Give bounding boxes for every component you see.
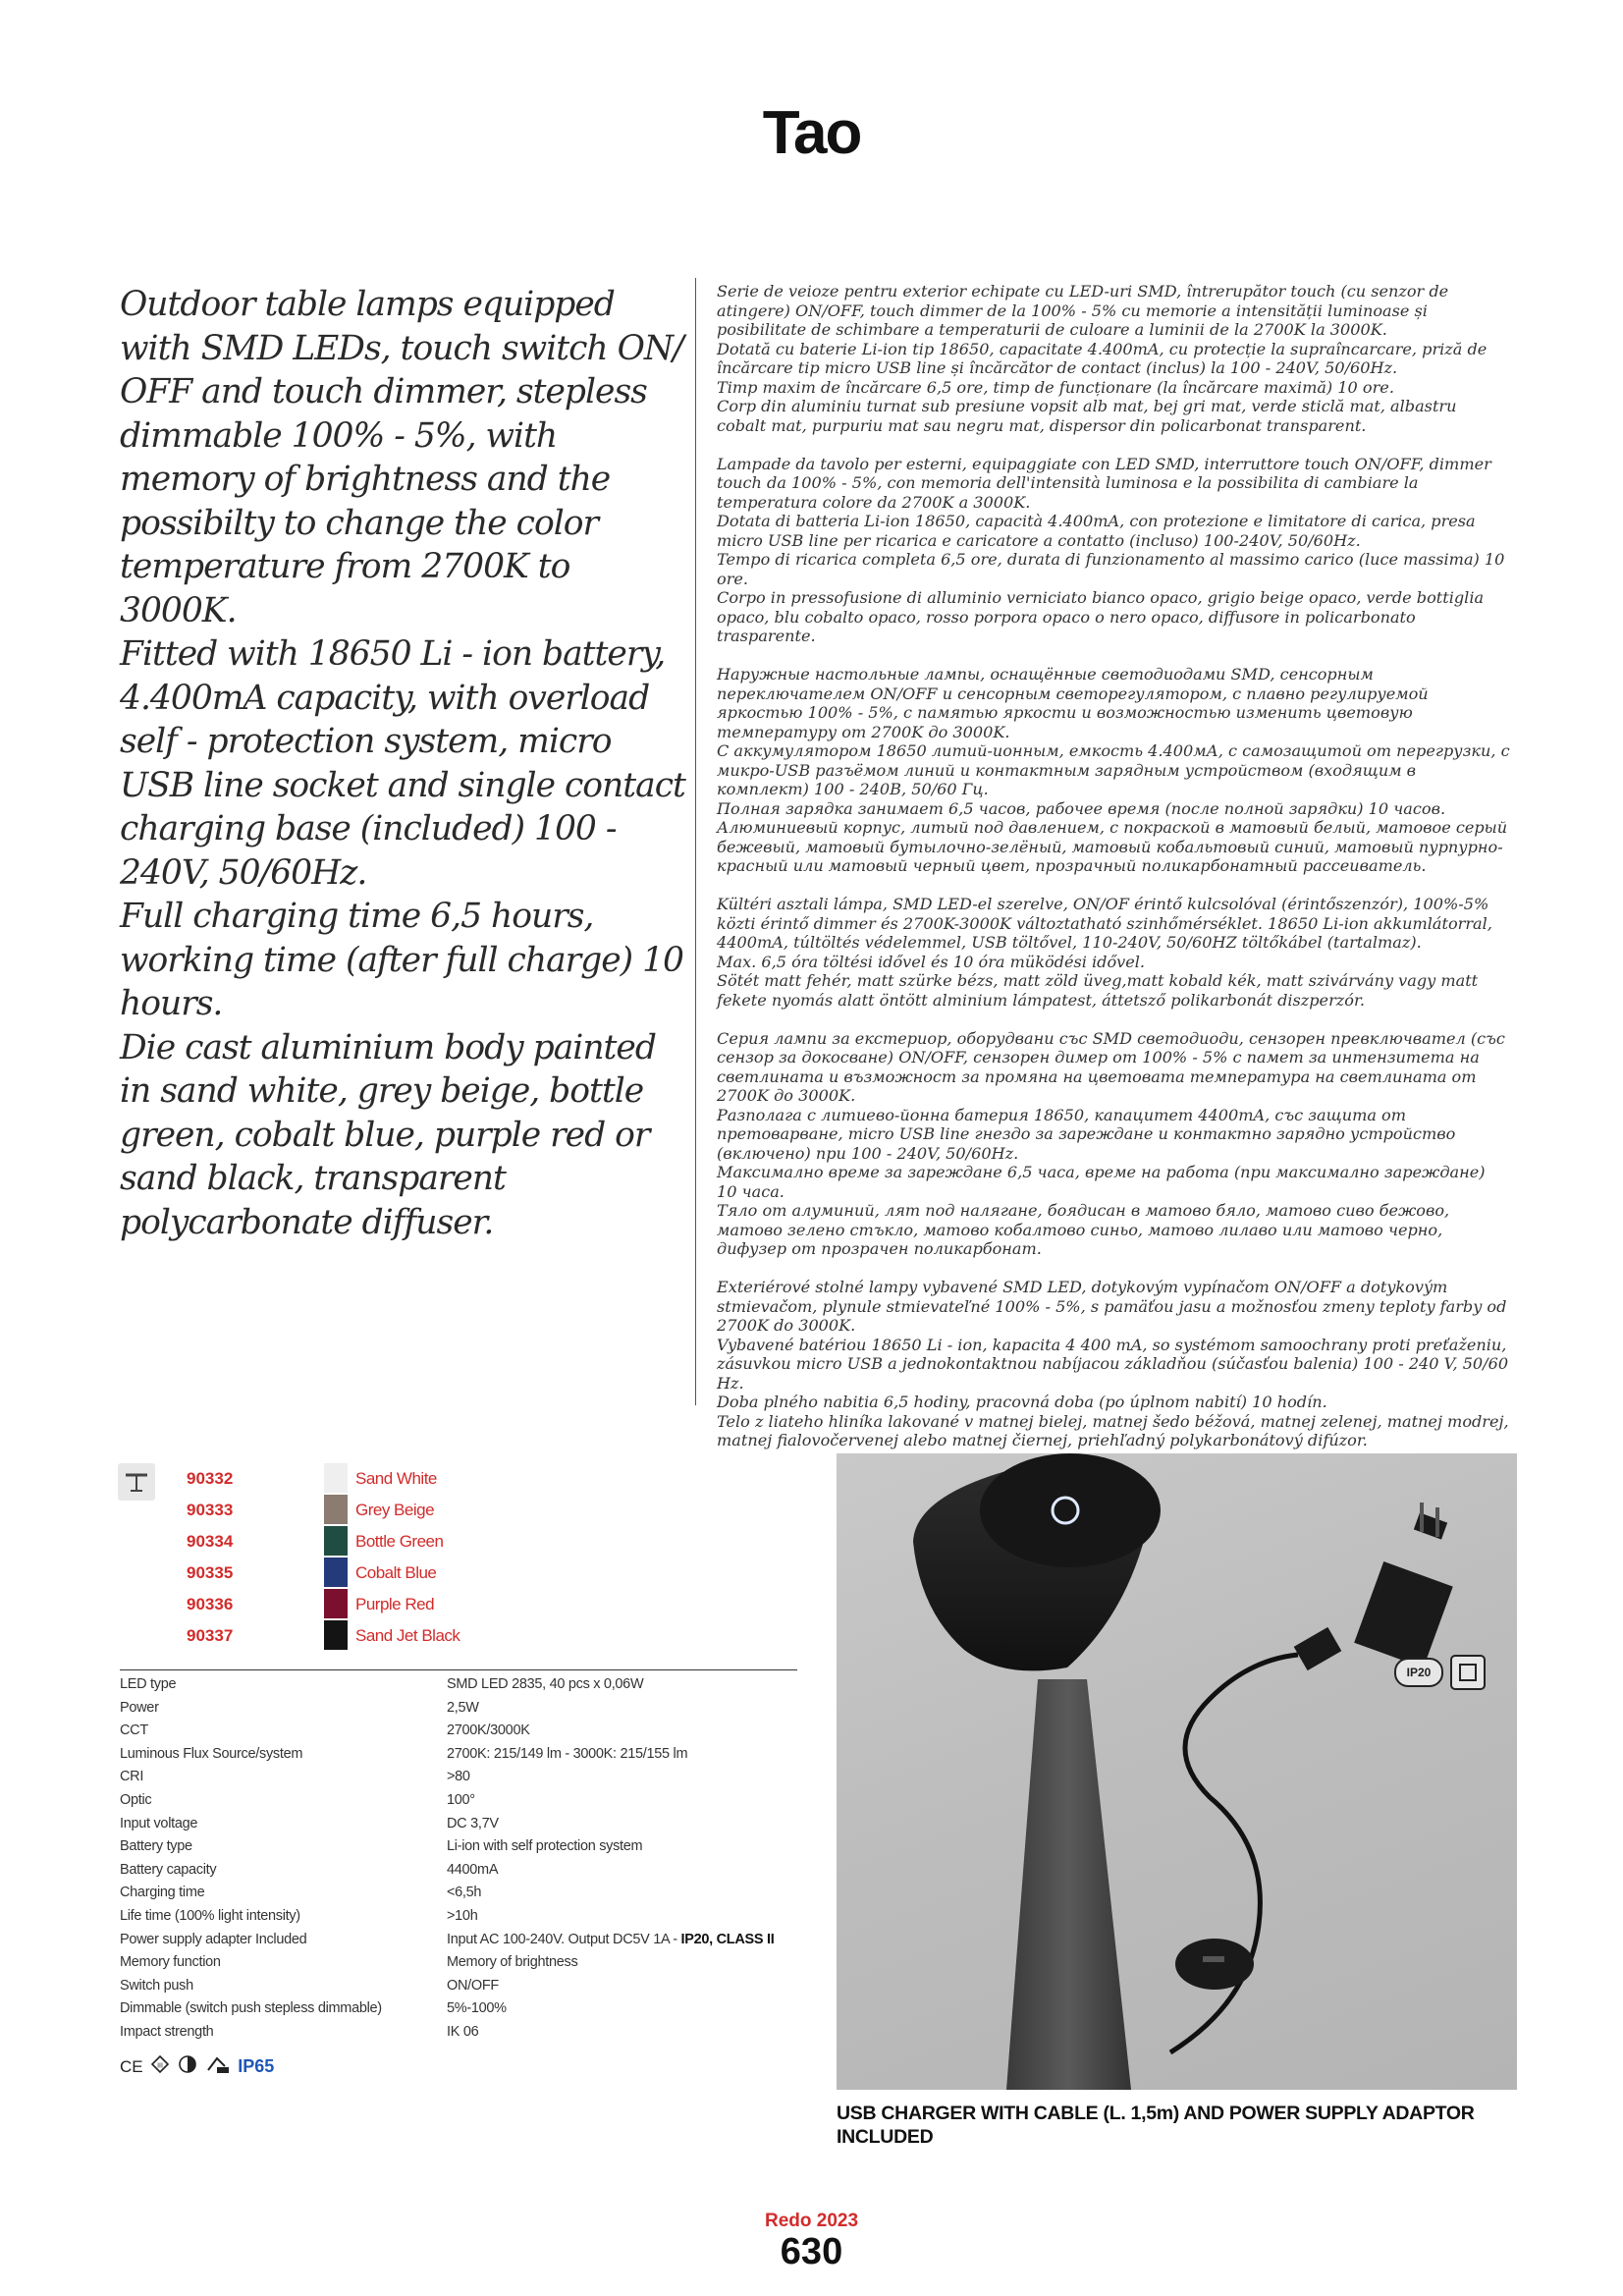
translation-paragraph: Lampade da tavolo per esterni, equipaggiate con LED SMD, interruttore touch ON/OFF, dimmer touch da 100% - 5%, con memoria dell'intensità luminosa e la possibilita di cambiare la temperatura colore da 2700K a 3000K.	[717, 454, 1491, 512]
spec-row	[120, 1905, 807, 1929]
spec-row	[120, 1766, 807, 1789]
translation-paragraph: Максимално време за зареждане 6,5 часа, време на работа (при максимално зареждане) 10 часа.	[717, 1163, 1486, 1201]
translation-paragraph: Serie de veioze pentru exterior echipate cu LED-uri SMD, întrerupător touch (cu senzor de atingere) ON/OFF, touch dimmer de la 100% - 5% cu memorie a intensității luminoase și posibilitate de schimbare a temperaturii de culoare a luminii de la 2700K la 3000K.	[717, 282, 1449, 339]
spec-row	[120, 1975, 807, 1998]
color-swatch	[324, 1526, 348, 1556]
spec-value: Li-ion with self protection system	[447, 1838, 643, 1855]
translation-it	[717, 455, 1510, 646]
table-lamp-icon	[118, 1463, 155, 1501]
spec-label: Luminous Flux Source/system	[120, 1745, 303, 1762]
spec-value: ON/OFF	[447, 1977, 499, 1994]
translation-hu	[717, 895, 1510, 1010]
en-paragraph: Outdoor table lamps equipped with SMD LEDs, touch switch ON/ OFF and touch dimmer, stepless dimmable 100% - 5%, with memory of brightness and the possibilty to change the color temperature from 2700K to 3000K.	[120, 285, 683, 630]
variant-color-name: Sand White	[355, 1469, 437, 1488]
variant-row	[187, 1495, 481, 1526]
spec-label: Battery capacity	[120, 1861, 217, 1878]
spec-label: Switch push	[120, 1977, 193, 1994]
class-ii-icon	[1450, 1655, 1486, 1690]
spec-value: 2700K/3000K	[447, 1722, 530, 1739]
spec-row	[120, 1813, 807, 1836]
en-paragraph: Full charging time 6,5 hours, working time (after full charge) 10 hours.	[120, 897, 683, 1023]
column-divider	[695, 278, 696, 1405]
en-paragraph: Die cast aluminium body painted in sand white, grey beige, bottle green, cobalt blue, purple red or sand black, transparent polycarbonate diffuser.	[120, 1027, 656, 1242]
translation-paragraph: Timp maxim de încărcare 6,5 ore, timp de funcționare (la încărcare maximă) 10 ore.	[717, 377, 1394, 397]
translation-paragraph: Kültéri asztali lámpa, SMD LED-el szerelve, ON/OF érintő kulcsolóval (érintőszenzór), 100%-5% közti érintő dimmer és 2700K-3000K változtatható szinhőmérséklet. 18650 Li-ion akkumlátorral, 4400mA, túltöltés védelemmel, USB töltővel, 110-240V, 50/60HZ töltőkábel (tartalmaz).	[717, 895, 1492, 952]
spec-row	[120, 1882, 807, 1905]
variant-color-name: Cobalt Blue	[355, 1563, 437, 1582]
ce-mark-icon: CE	[120, 2056, 143, 2076]
translation-paragraph: Corp din aluminiu turnat sub presiune vopsit alb mat, bej gri mat, verde sticlă mat, albastru cobalt mat, purpuriu mat sau negru mat, dispersor din policarbonat transparent.	[717, 397, 1457, 435]
translation-ru	[717, 665, 1510, 876]
translation-paragraph: Серия лампи за екстериор, оборудвани със SMD светодиоди, сензорен превключвател (със сензор за докосване) ON/OFF, сензорен димер от 100% - 5% с памет за интензитета на светлината и възможност за промяна на цветовата температура на светлината от 2700K до 3000K.	[717, 1028, 1505, 1105]
variant-row	[187, 1558, 481, 1589]
spec-label: Charging time	[120, 1885, 205, 1901]
variant-code: 90337	[187, 1626, 234, 1645]
spec-value: 5%-100%	[447, 2000, 507, 2017]
color-swatch	[324, 1589, 348, 1618]
spec-value-bold: IP20, CLASS II	[680, 1931, 775, 1947]
translation-paragraph: Sötét matt fehér, matt szürke bézs, matt zöld üveg,matt kobald kék, matt szivárvány vagy matt fekete nyomás alatt öntött alminium lámpatest, áttetsző polikarbonát diszperzór.	[717, 971, 1479, 1010]
translation-paragraph: Telo z liateho hliníka lakované v matnej bielej, matnej šedo béžová, matnej zelenej, matnej modrej, matnej fialovočervenej alebo matnej čiernej, priehľadný polykarbonátový difúzor.	[717, 1411, 1509, 1449]
color-swatch	[324, 1620, 348, 1650]
ip20-badge-icon: IP20	[1394, 1658, 1443, 1687]
spec-value: >80	[447, 1769, 470, 1785]
spec-label: Impact strength	[120, 2023, 214, 2040]
spec-label: Optic	[120, 1791, 152, 1808]
variant-code: 90332	[187, 1469, 234, 1488]
ip-rating-label: IP65	[238, 2056, 275, 2076]
spec-table	[120, 1673, 807, 2045]
translation-paragraph: Полная зарядка занимает 6,5 часов, рабочее время (после полной зарядки) 10 часов.	[717, 798, 1446, 818]
translation-paragraph: Doba plného nabitia 6,5 hodiny, pracovná doba (po úplnom nabití) 10 hodín.	[717, 1393, 1327, 1411]
variant-color-name: Sand Jet Black	[355, 1626, 460, 1645]
spec-value: 2700K: 215/149 lm - 3000K: 215/155 lm	[447, 1745, 688, 1762]
translation-sk	[717, 1278, 1510, 1450]
color-swatch	[324, 1463, 348, 1493]
translation-paragraph: Exteriérové stolné lampy vybavené SMD LED, dotykovým vypínačom ON/OFF a dotykovým stmievačom, plynule stmievateľné 100% - 5%, s pamäťou jasu a možnosťou zmeny teploty farby od 2700K do 3000K.	[717, 1278, 1507, 1335]
spec-value: 2,5W	[447, 1699, 479, 1716]
translation-paragraph: Tempo di ricarica completa 6,5 ore, durata di funzionamento al massimo carico (luce massima) 10 ore.	[717, 550, 1505, 588]
en-paragraph: Fitted with 18650 Li - ion battery, 4.400mA capacity, with overload self - protection system, micro USB line socket and single contact charging base (included) 100 - 240V, 50/60Hz.	[120, 634, 685, 893]
spec-row	[120, 1789, 807, 1813]
product-photo	[837, 1453, 1517, 2090]
spec-label: Life time (100% light intensity)	[120, 1907, 300, 1924]
spec-label: LED type	[120, 1676, 177, 1692]
product-title: Tao	[762, 99, 861, 167]
spec-label: Dimmable (switch push stepless dimmable)	[120, 2000, 382, 2017]
svg-text:III: III	[157, 2062, 163, 2070]
spec-label: Power	[120, 1699, 159, 1716]
variant-code: 90336	[187, 1595, 234, 1613]
spec-row	[120, 1720, 807, 1743]
translation-paragraph: Vybavené batériou 18650 Li - ion, kapacita 4 400 mA, so systémom samoochrany proti preťaženiu, zásuvkou micro USB a jednokontaktnou nabíjacou základňou (súčasťou balenia) 100 - 240 V, 50/60 Hz.	[717, 1335, 1509, 1393]
spec-value: SMD LED 2835, 40 pcs x 0,06W	[447, 1676, 644, 1692]
spec-label: Input voltage	[120, 1815, 198, 1831]
spec-row	[120, 2021, 807, 2045]
variant-row	[187, 1463, 481, 1495]
translation-paragraph: Corpo in pressofusione di alluminio verniciato bianco opaco, grigio beige opaco, verde bottiglia opaco, blu cobalto opaco, rosso porpora opaco o nero opaco, diffusore in policarbonato trasparente.	[717, 588, 1485, 645]
spec-divider	[120, 1669, 797, 1670]
spec-row	[120, 1743, 807, 1767]
translation-paragraph: Dotata di batteria Li-ion 18650, capacità 4.400mA, con protezione e limitatore di carica, presa micro USB line per ricarica e caricatore a contatto (incluso) 100-240V, 50/60Hz.	[717, 512, 1476, 550]
lamp-illustration	[837, 1453, 1517, 2090]
translation-paragraph: С аккумулятором 18650 литий-ионным, емкость 4.400мА, с самозащитой от перегрузки, с микро-USB разъёмом линий и контактным зарядным устройством (входящим в комплект) 100 - 240В, 50/60 Гц.	[717, 741, 1510, 798]
color-swatch	[324, 1495, 348, 1524]
spec-value: 4400mA	[447, 1861, 499, 1878]
english-description	[120, 283, 689, 1244]
spec-row	[120, 1859, 807, 1883]
translation-paragraph: Dotată cu baterie Li-ion tip 18650, capacitate 4.400mA, cu protecție la supraîncarcare, priză de încărcare tip micro USB line și încărcător de contact (inclus) la 100 - 240V, 50/60Hz.	[717, 339, 1488, 377]
translation-paragraph: Разполага с литиево-йонна батерия 18650, капацитет 4400mA, със защита от претоварване, micro USB line гнездо за зареждане и контактно зарядно устройство (включено) при 100 - 240V, 50/60Hz.	[717, 1105, 1456, 1163]
class-iii-icon	[150, 2059, 175, 2078]
translation-bg	[717, 1029, 1510, 1259]
footer-brand: Redo 2023	[764, 2211, 859, 2231]
variant-row	[187, 1526, 481, 1558]
spec-value: 100°	[447, 1791, 475, 1808]
translation-paragraph: Тяло от алуминий, лят под налягане, боядисан в матово бяло, матово сиво бежово, матово зелено стъкло, матово кобалтово синьо, матово лилаво или матово черно, дифузер от прозрачен поликарбонат.	[717, 1201, 1450, 1258]
spec-row	[120, 1951, 807, 1975]
translation-ro	[717, 282, 1510, 435]
variant-color-name: Bottle Green	[355, 1532, 444, 1551]
certification-icons	[120, 2054, 316, 2080]
spec-row	[120, 1835, 807, 1859]
battery-icon	[178, 2059, 202, 2078]
spec-row	[120, 1697, 807, 1721]
spec-label: CRI	[120, 1769, 144, 1785]
variant-code: 90335	[187, 1563, 234, 1582]
spec-label: CCT	[120, 1722, 148, 1739]
variant-row	[187, 1589, 481, 1620]
spec-row	[120, 1997, 807, 2021]
spec-value-text: Input AC 100-240V. Output DC5V 1A -	[447, 1931, 681, 1947]
spec-label: Power supply adapter Included	[120, 1931, 307, 1947]
spec-label: Battery type	[120, 1838, 192, 1855]
spec-value: DC 3,7V	[447, 1815, 499, 1831]
variant-code: 90334	[187, 1532, 234, 1551]
variant-code: 90333	[187, 1501, 234, 1519]
translation-paragraph: Max. 6,5 óra töltési idővel és 10 óra müködési idővel.	[717, 952, 1146, 971]
spec-value: Memory of brightness	[447, 1954, 578, 1971]
spec-value: <6,5h	[447, 1885, 482, 1901]
translations	[717, 282, 1510, 1469]
spec-value: IK 06	[447, 2023, 479, 2040]
spec-row	[120, 1673, 807, 1697]
page-number: 630	[780, 2231, 843, 2272]
spec-value: >10h	[447, 1907, 478, 1924]
color-swatch	[324, 1558, 348, 1587]
photo-caption: USB CHARGER WITH CABLE (L. 1,5m) AND POWER SUPPLY ADAPTOR INCLUDED	[837, 2103, 1475, 2148]
variant-color-name: Grey Beige	[355, 1501, 435, 1519]
ik-rating-icon	[205, 2059, 236, 2078]
spec-row	[120, 1929, 807, 1952]
translation-paragraph: Алюминиевый корпус, литый под давлением, с покраской в матовый белый, матовое серый бежевый, матовый бутылочно-зелёный, матовый кобальтовый синий, матовый пурпурно-красный или матовый черный цвет, прозрачный поликарбонатный рассеиватель.	[717, 818, 1508, 875]
spec-value	[447, 1932, 774, 1947]
translation-paragraph: Наружные настольные лампы, оснащённые светодиодами SMD, сенсорным переключателем ON/OFF и сенсорным светорегулятором, с плавно регулируемой яркостью 100% - 5%, с памятью яркости и возможностью изменить цветовую температуру от 2700K до 3000K.	[717, 665, 1429, 741]
variant-color-name: Purple Red	[355, 1595, 435, 1613]
variant-row	[187, 1620, 481, 1652]
spec-label: Memory function	[120, 1954, 221, 1971]
